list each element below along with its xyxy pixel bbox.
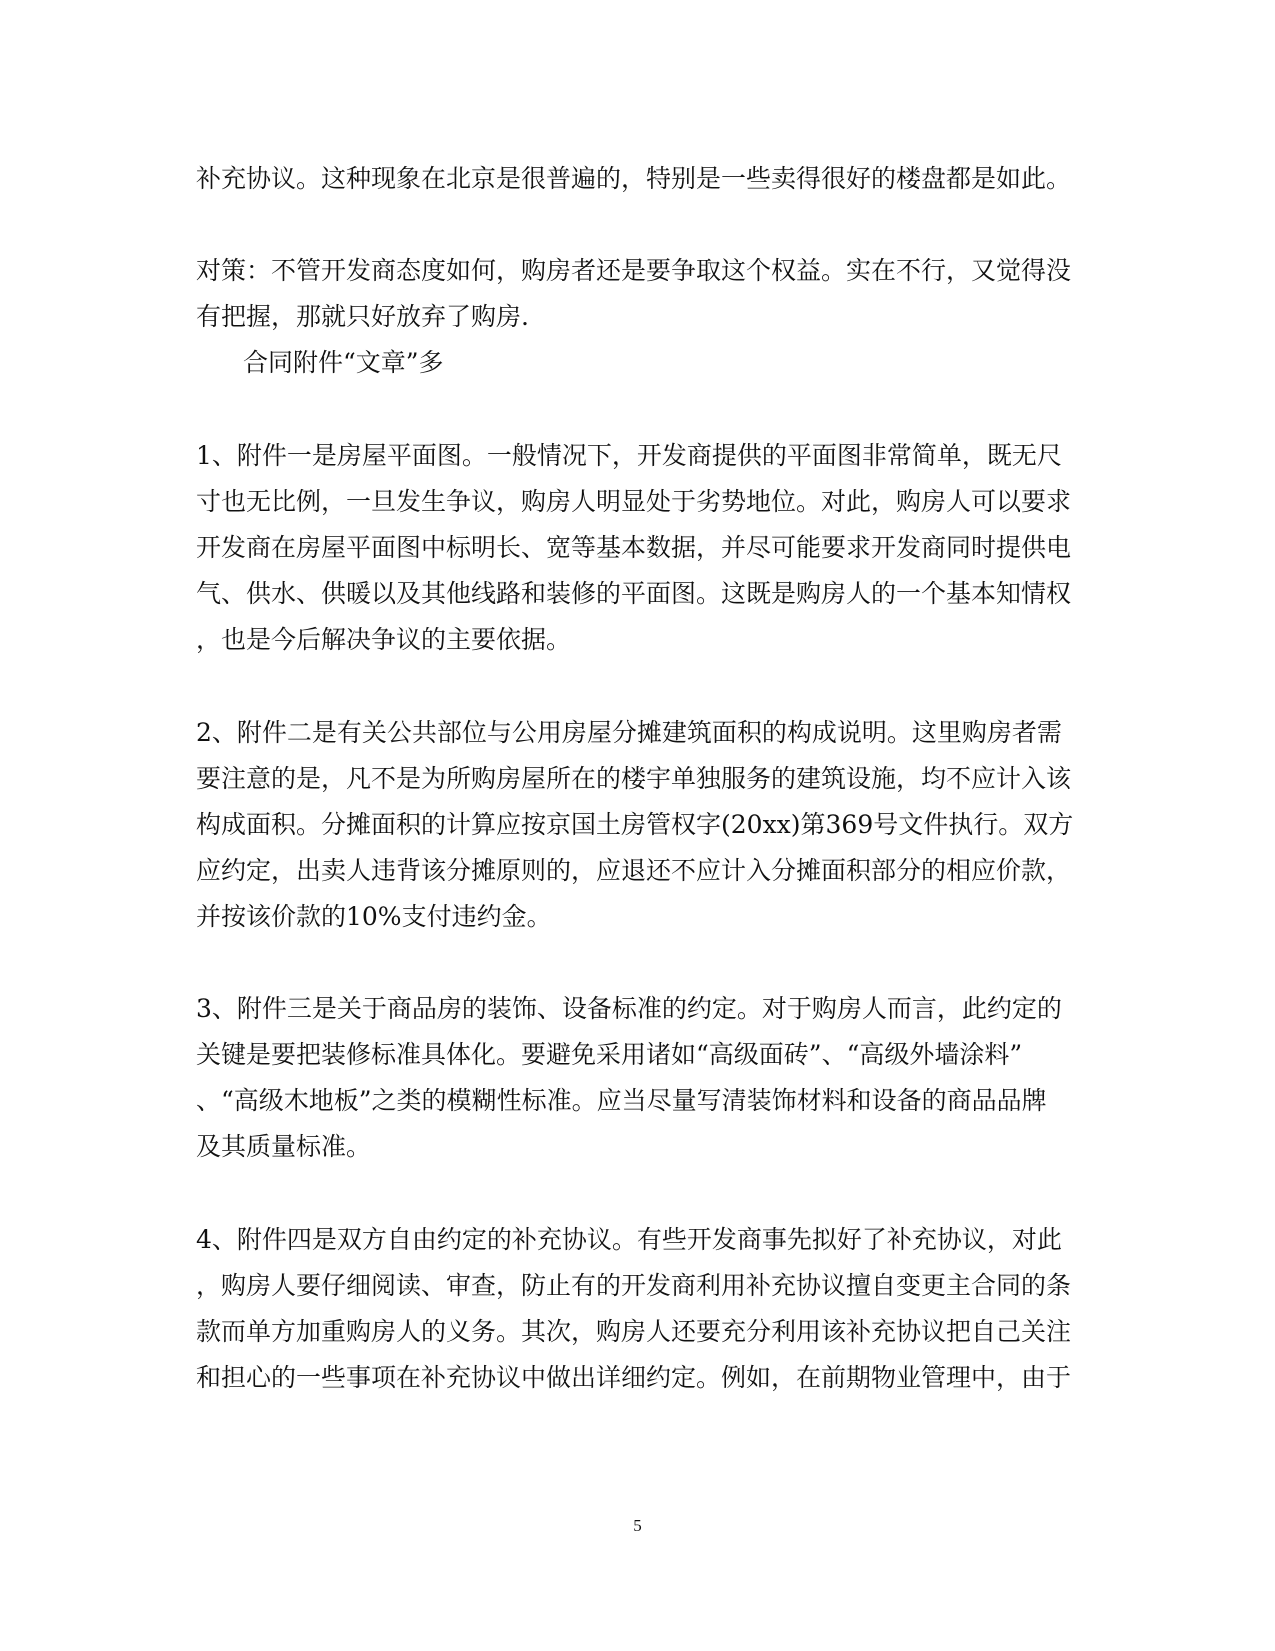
body-line: ，购房人要仔细阅读、审查，防止有的开发商利用补充协议擅自变更主合同的条 — [196, 1271, 1072, 1300]
body-line: 气、供水、供暖以及其他线路和装修的平面图。这既是购房人的一个基本知情权 — [196, 579, 1072, 608]
body-line: 2、附件二是有关公共部位与公用房屋分摊建筑面积的构成说明。这里购房者需 — [196, 718, 1062, 747]
body-line: 要注意的是，凡不是为所购房屋所在的楼宇单独服务的建筑设施，均不应计入该 — [196, 764, 1072, 793]
section-heading: 合同附件“文章”多 — [243, 348, 444, 377]
body-line: 补充协议。这种现象在北京是很普遍的，特别是一些卖得很好的楼盘都是如此。 — [196, 164, 1072, 193]
body-line: 和担心的一些事项在补充协议中做出详细约定。例如，在前期物业管理中，由于 — [196, 1363, 1072, 1392]
body-line: 有把握，那就只好放弃了购房. — [196, 302, 529, 331]
body-line: 应约定，出卖人违背该分摊原则的，应退还不应计入分摊面积部分的相应价款， — [196, 856, 1072, 885]
body-line: 构成面积。分摊面积的计算应按京国土房管权字(20xx)第369号文件执行。双方 — [196, 810, 1074, 839]
body-line: 1、附件一是房屋平面图。一般情况下，开发商提供的平面图非常简单，既无尺 — [196, 441, 1062, 470]
body-line: 开发商在房屋平面图中标明长、宽等基本数据，并尽可能要求开发商同时提供电 — [196, 533, 1072, 562]
body-line: 关键是要把装修标准具体化。要避免采用诸如“高级面砖”、“高级外墙涂料” — [196, 1040, 1023, 1069]
body-line: 款而单方加重购房人的义务。其次，购房人还要充分利用该补充协议把自己关注 — [196, 1317, 1072, 1346]
page-number: 5 — [633, 1516, 642, 1535]
body-line: 4、附件四是双方自由约定的补充协议。有些开发商事先拟好了补充协议，对此 — [196, 1225, 1062, 1254]
body-line: 及其质量标准。 — [196, 1132, 372, 1161]
body-line: 、“高级木地板”之类的模糊性标准。应当尽量写清装饰材料和设备的商品品牌 — [196, 1086, 1047, 1115]
body-line: 并按该价款的10%支付违约金。 — [196, 902, 552, 931]
body-line: 对策：不管开发商态度如何，购房者还是要争取这个权益。实在不行，又觉得没 — [196, 256, 1072, 285]
body-line: ，也是今后解决争议的主要依据。 — [196, 625, 572, 654]
body-line: 寸也无比例，一旦发生争议，购房人明显处于劣势地位。对此，购房人可以要求 — [196, 487, 1072, 516]
body-line: 3、附件三是关于商品房的装饰、设备标准的约定。对于购房人而言，此约定的 — [196, 994, 1062, 1023]
